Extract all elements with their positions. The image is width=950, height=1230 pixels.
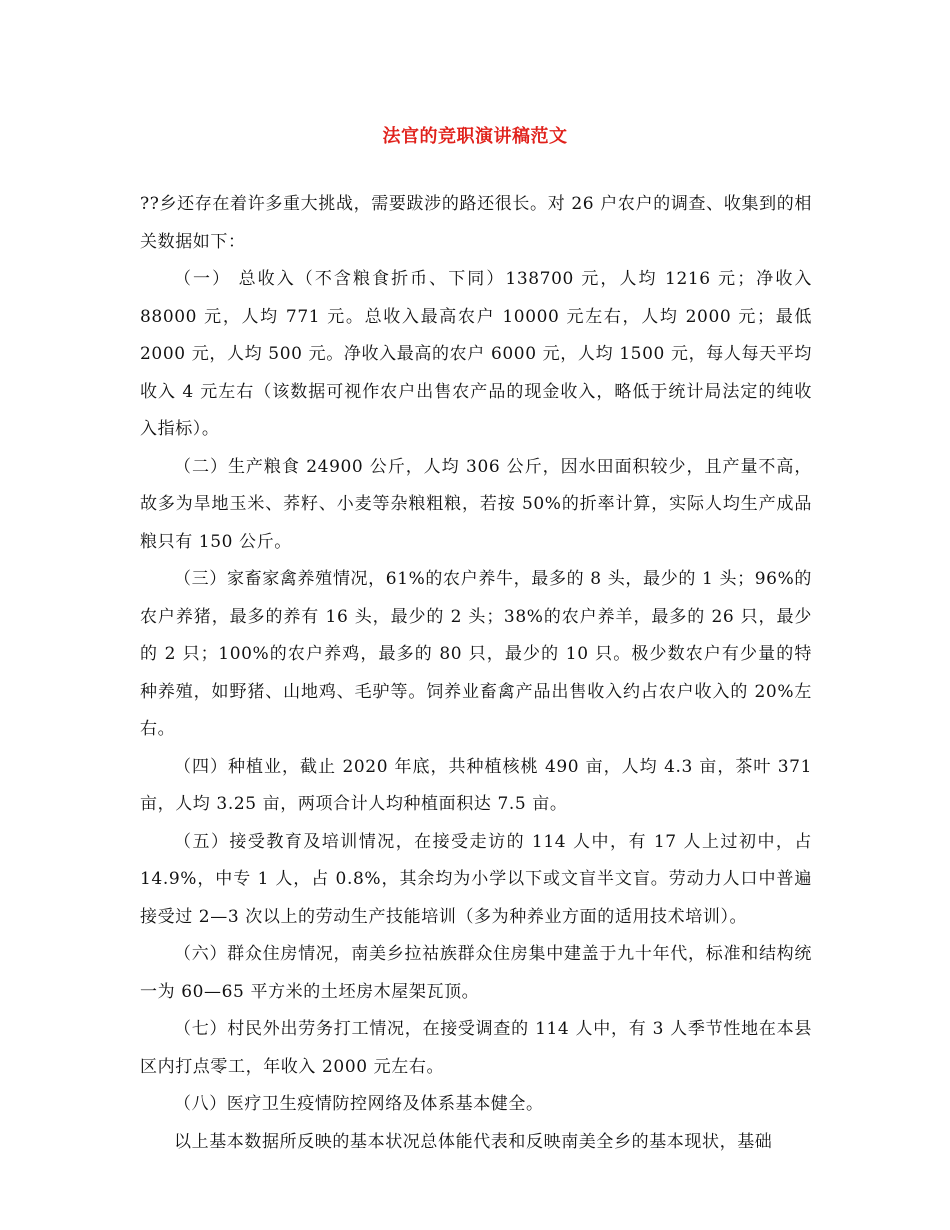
paragraph-grain: （二）生产粮食 24900 公斤，人均 306 公斤，因水田面积较少，且产量不高，故多为旱地玉米、荞籽、小麦等杂粮粗粮，若按 50%的折率计算，实际人均生产成品粮只有 150 公斤。 [140,456,812,552]
paragraph-migrant-work: （七）村民外出劳务打工情况，在接受调查的 114 人中，有 3 人季节性地在本县区内打点零工，年收入 2000 元左右。 [140,1019,812,1077]
paragraph-summary: 以上基本数据所反映的基本状况总体能代表和反映南美全乡的基本现状，基础 [174,1131,773,1152]
paragraph-education: （五）接受教育及培训情况，在接受走访的 114 人中，有 17 人上过初中，占 14.9%，中专 1 人，占 0.8%，其余均为小学以下或文盲半文盲。劳动力人口中普遍接受过 2—3 次以上的劳动生产技能培训（多为种养业方面的适用技术培训）。 [140,831,812,927]
paragraph-intro: ??乡还存在着许多重大挑战，需要跋涉的路还很长。对 26 户农户的调查、收集到的相关数据如下： [140,194,812,252]
paragraph-planting: （四）种植业，截止 2020 年底，共种植核桃 490 亩，人均 4.3 亩，茶叶 371 亩，人均 3.25 亩，两项合计人均种植面积达 7.5 亩。 [140,756,812,814]
paragraph-housing: （六）群众住房情况，南美乡拉祜族群众住房集中建盖于九十年代，标准和结构统一为 60—65 平方米的土坯房木屋架瓦顶。 [140,944,812,1002]
document-title: 法官的竞职演讲稿范文 [382,126,568,147]
paragraph-healthcare: （八）医疗卫生疫情防控网络及体系基本健全。 [174,1094,544,1114]
document-body [140,186,812,1161]
paragraph-livestock: （三）家畜家禽养殖情况，61%的农户养牛，最多的 8 头，最少的 1 头；96%的农户养猪，最多的养有 16 头，最少的 2 头；38%的农户养羊，最多的 26 只，最少的 2 只；100%的农户养鸡，最多的 80 只，最少的 10 只。极少数农户有少量的特种养殖，如野猪、山地鸡、毛驴等。饲养业畜禽产品出售收入约占农户收入的 20%左右。 [140,569,812,739]
paragraph-income: （一） 总收入（不含粮食折币、下同）138700 元，人均 1216 元；净收入 88000 元，人均 771 元。总收入最高农户 10000 元左右，人均 2000 元；最低 2000 元，人均 500 元。净收入最高的农户 6000 元，人均 1500 元，每人每天平均收入 4 元左右（该数据可视作农户出售农产品的现金收入，略低于统计局法定的纯收入指标）。 [140,269,812,439]
